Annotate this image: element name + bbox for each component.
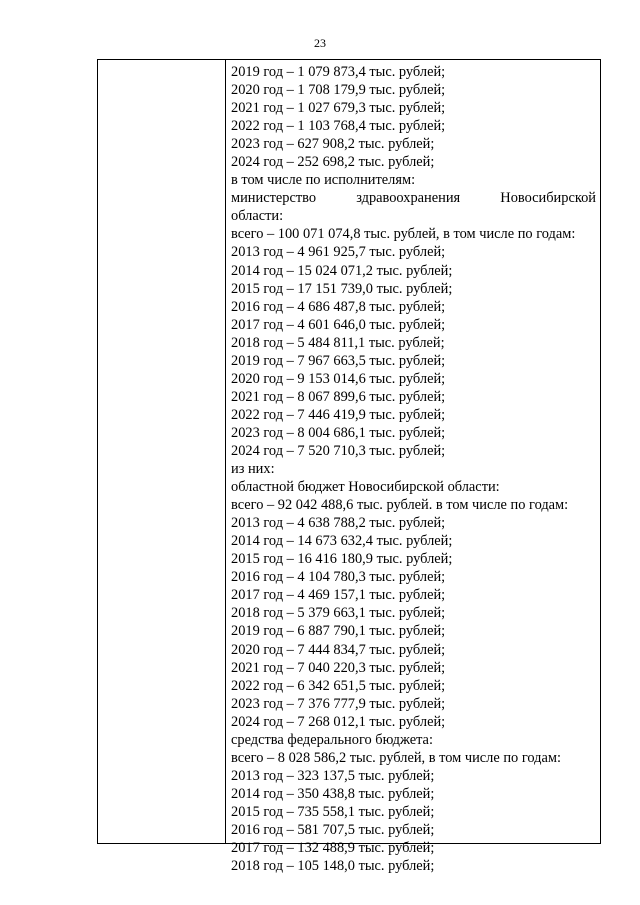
text-line: 2015 год – 735 558,1 тыс. рублей;: [231, 803, 435, 820]
text-line: министерство здравоохранения Новосибирской: [231, 190, 596, 207]
text-line: 2018 год – 105 148,0 тыс. рублей;: [231, 858, 435, 875]
column-divider: [225, 60, 226, 843]
text-line: 2014 год – 15 024 071,2 тыс. рублей;: [231, 262, 453, 279]
text-line: 2021 год – 8 067 899,6 тыс. рублей;: [231, 388, 446, 405]
page-number: 23: [314, 36, 326, 50]
text-line: 2022 год – 1 103 768,4 тыс. рублей;: [231, 118, 446, 135]
text-line: из них:: [231, 461, 275, 478]
text-line: 2014 год – 14 673 632,4 тыс. рублей;: [231, 533, 453, 550]
table-cell-content: [231, 63, 596, 875]
text-line: 2017 год – 4 469 157,1 тыс. рублей;: [231, 587, 446, 604]
text-line: 2022 год – 6 342 651,5 тыс. рублей;: [231, 677, 446, 694]
text-line: 2016 год – 4 104 780,3 тыс. рублей;: [231, 569, 446, 586]
text-line: всего – 100 071 074,8 тыс. рублей, в том числе по годам:: [231, 226, 576, 243]
text-line: 2022 год – 7 446 419,9 тыс. рублей;: [231, 406, 446, 423]
text-line: 2019 год – 6 887 790,1 тыс. рублей;: [231, 623, 446, 640]
text-line: 2020 год – 1 708 179,9 тыс. рублей;: [231, 82, 446, 99]
text-line: средства федерального бюджета:: [231, 731, 433, 748]
text-line: 2020 год – 7 444 834,7 тыс. рублей;: [231, 641, 446, 658]
text-line: всего – 8 028 586,2 тыс. рублей, в том числе по годам:: [231, 749, 561, 766]
text-line: 2013 год – 4 961 925,7 тыс. рублей;: [231, 244, 446, 261]
text-line: 2021 год – 1 027 679,3 тыс. рублей;: [231, 100, 446, 117]
text-line: 2021 год – 7 040 220,3 тыс. рублей;: [231, 659, 446, 676]
text-line: 2014 год – 350 438,8 тыс. рублей;: [231, 785, 435, 802]
text-line: 2023 год – 7 376 777,9 тыс. рублей;: [231, 695, 446, 712]
text-line: 2018 год – 5 379 663,1 тыс. рублей;: [231, 605, 446, 622]
text-line: 2020 год – 9 153 014,6 тыс. рублей;: [231, 370, 446, 387]
text-line: в том числе по исполнителям:: [231, 172, 416, 189]
text-line: области:: [231, 208, 284, 225]
text-line: 2018 год – 5 484 811,1 тыс. рублей;: [231, 334, 445, 351]
text-line: 2017 год – 132 488,9 тыс. рублей;: [231, 840, 435, 857]
text-line: 2015 год – 17 151 739,0 тыс. рублей;: [231, 280, 453, 297]
text-line: 2023 год – 8 004 686,1 тыс. рублей;: [231, 424, 446, 441]
text-line: 2019 год – 7 967 663,5 тыс. рублей;: [231, 352, 446, 369]
text-line: 2016 год – 4 686 487,8 тыс. рублей;: [231, 298, 446, 315]
text-line: 2013 год – 4 638 788,2 тыс. рублей;: [231, 515, 446, 532]
text-line: всего – 92 042 488,6 тыс. рублей. в том числе по годам:: [231, 497, 569, 514]
text-line: 2017 год – 4 601 646,0 тыс. рублей;: [231, 316, 446, 333]
text-line: 2024 год – 252 698,2 тыс. рублей;: [231, 154, 435, 171]
text-line: 2013 год – 323 137,5 тыс. рублей;: [231, 767, 435, 784]
document-table: [97, 59, 601, 875]
text-line: 2015 год – 16 416 180,9 тыс. рублей;: [231, 551, 453, 568]
text-line: 2019 год – 1 079 873,4 тыс. рублей;: [231, 64, 446, 80]
text-line: 2024 год – 7 268 012,1 тыс. рублей;: [231, 713, 446, 730]
text-line: 2023 год – 627 908,2 тыс. рублей;: [231, 136, 435, 153]
text-line: областной бюджет Новосибирской области:: [231, 479, 500, 496]
text-line: 2024 год – 7 520 710,3 тыс. рублей;: [231, 442, 446, 459]
text-line: 2016 год – 581 707,5 тыс. рублей;: [231, 821, 435, 838]
